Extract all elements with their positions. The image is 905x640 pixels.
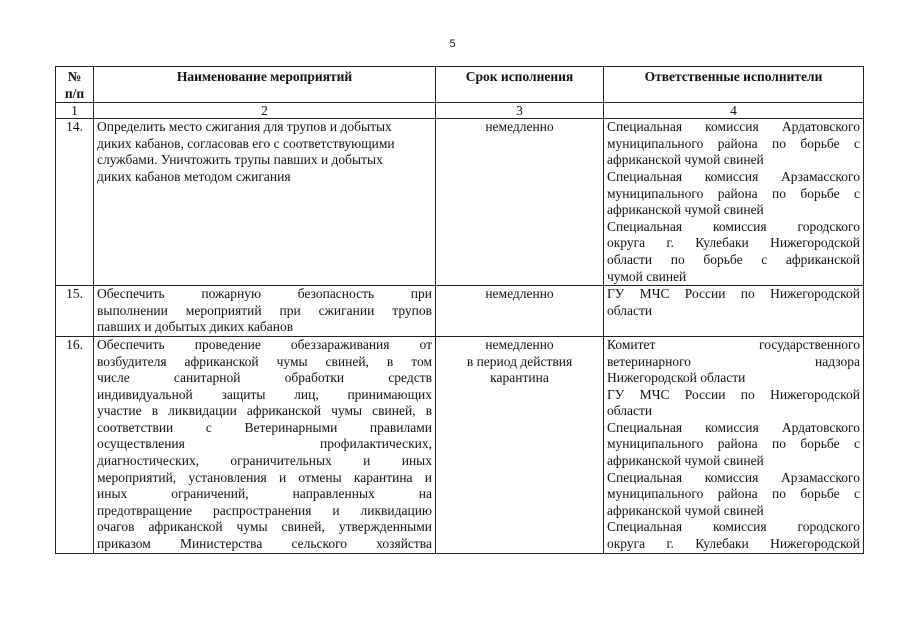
action-line: участие в ликвидации африканской чумы свиней, в (97, 403, 432, 419)
action-line: мероприятий, установления и отмены карантина и (97, 469, 432, 485)
column-number: 3 (436, 103, 604, 119)
responsible-line: африканской чумой свиней (607, 502, 764, 518)
term-line: немедленно (485, 119, 554, 135)
action-line: диких кабанов, согласовав его с соответствующими (97, 135, 395, 151)
action-line: индивидуальной защиты лиц, принимающих (97, 386, 432, 402)
measures-table (55, 66, 864, 554)
responsible-line: Специальная комиссия городского (607, 218, 860, 234)
header-number (56, 67, 94, 103)
action-line: иных ограничений, направленных на (97, 486, 432, 502)
action-line: диагностических, ограничительных и иных (97, 453, 432, 469)
action-line: предотвращение распространения и ликвидацию (97, 502, 432, 518)
action-cell (94, 336, 436, 553)
row-number: 16. (56, 336, 94, 553)
responsible-line: африканской чумой свиней (607, 453, 764, 469)
action-line: Обеспечить пожарную безопасность при (97, 286, 432, 302)
responsible-line: муниципального района по борьбе с (607, 185, 860, 201)
responsible-line: африканской чумой свиней (607, 152, 764, 168)
responsible-line: области (607, 302, 653, 318)
responsible-line: ГУ МЧС России по Нижегородской (607, 386, 860, 402)
table-body (56, 119, 864, 553)
action-line: Обеспечить проведение обеззараживания от (97, 336, 432, 352)
action-line: службами. Уничтожить трупы павших и добытых (97, 152, 383, 168)
responsible-line: Специальная комиссия городского (607, 519, 860, 535)
responsible-line: Специальная комиссия Арзамасского (607, 168, 860, 184)
table-row (56, 119, 864, 286)
header-term: Срок исполнения (436, 67, 604, 103)
column-number: 2 (94, 103, 436, 119)
term-line: карантина (490, 370, 549, 386)
term-line: немедленно (485, 336, 554, 352)
table-header (56, 67, 864, 119)
responsible-cell (604, 336, 864, 553)
action-line: возбудителя африканской чумы свиней, в том (97, 353, 432, 369)
column-number: 1 (56, 103, 94, 119)
page-number: 5 (449, 38, 456, 50)
action-cell (94, 286, 436, 337)
action-line: диких кабанов методом сжигания (97, 168, 291, 184)
responsible-line: округа г. Кулебаки Нижегородской (607, 235, 860, 251)
header-row (56, 67, 864, 103)
action-line: выполнении мероприятий при сжигании трупов (97, 302, 432, 318)
responsible-line: ветеринарного надзора (607, 353, 860, 369)
responsible-cell (604, 286, 864, 337)
action-line: числе санитарной обработки средств (97, 370, 432, 386)
responsible-cell (604, 119, 864, 286)
responsible-line: Специальная комиссия Арзамасского (607, 469, 860, 485)
action-line: приказом Министерства сельского хозяйства (97, 536, 432, 552)
responsible-line: области (607, 403, 653, 419)
action-line: павших и добытых диких кабанов (97, 319, 294, 335)
table-row (56, 336, 864, 553)
table-row (56, 286, 864, 337)
responsible-line: ГУ МЧС России по Нижегородской (607, 286, 860, 302)
term-line: немедленно (485, 286, 554, 302)
header-number-line: № п/п (64, 69, 85, 101)
action-line: Определить место сжигания для трупов и добытых (97, 119, 392, 135)
action-line: соответствии с Ветеринарными правилами (97, 419, 432, 435)
term-cell (436, 119, 604, 286)
column-number: 4 (604, 103, 864, 119)
responsible-line: Специальная комиссия Ардатовского (607, 119, 860, 135)
term-cell (436, 286, 604, 337)
responsible-line: округа г. Кулебаки Нижегородской (607, 536, 860, 552)
term-line: в период действия (466, 353, 573, 369)
action-line: осуществления профилактических, (97, 436, 432, 452)
row-number: 15. (56, 286, 94, 337)
responsible-line: Комитет государственного (607, 336, 860, 352)
responsible-line: Специальная комиссия Ардатовского (607, 419, 860, 435)
action-cell (94, 119, 436, 286)
header-action: Наименование мероприятий (94, 67, 436, 103)
action-line: очагов африканской чумы свиней, утвержденными (97, 519, 432, 535)
responsible-line: африканской чумой свиней (607, 202, 764, 218)
responsible-line: Нижегородской области (607, 370, 746, 386)
header-responsible: Ответственные исполнители (604, 67, 864, 103)
responsible-line: муниципального района по борьбе с (607, 436, 860, 452)
column-number-row (56, 103, 864, 119)
term-cell (436, 336, 604, 553)
row-number: 14. (56, 119, 94, 286)
responsible-line: чумой свиней (607, 268, 687, 284)
responsible-line: муниципального района по борьбе с (607, 486, 860, 502)
responsible-line: муниципального района по борьбе с (607, 135, 860, 151)
responsible-line: области по борьбе с африканской (607, 251, 860, 267)
